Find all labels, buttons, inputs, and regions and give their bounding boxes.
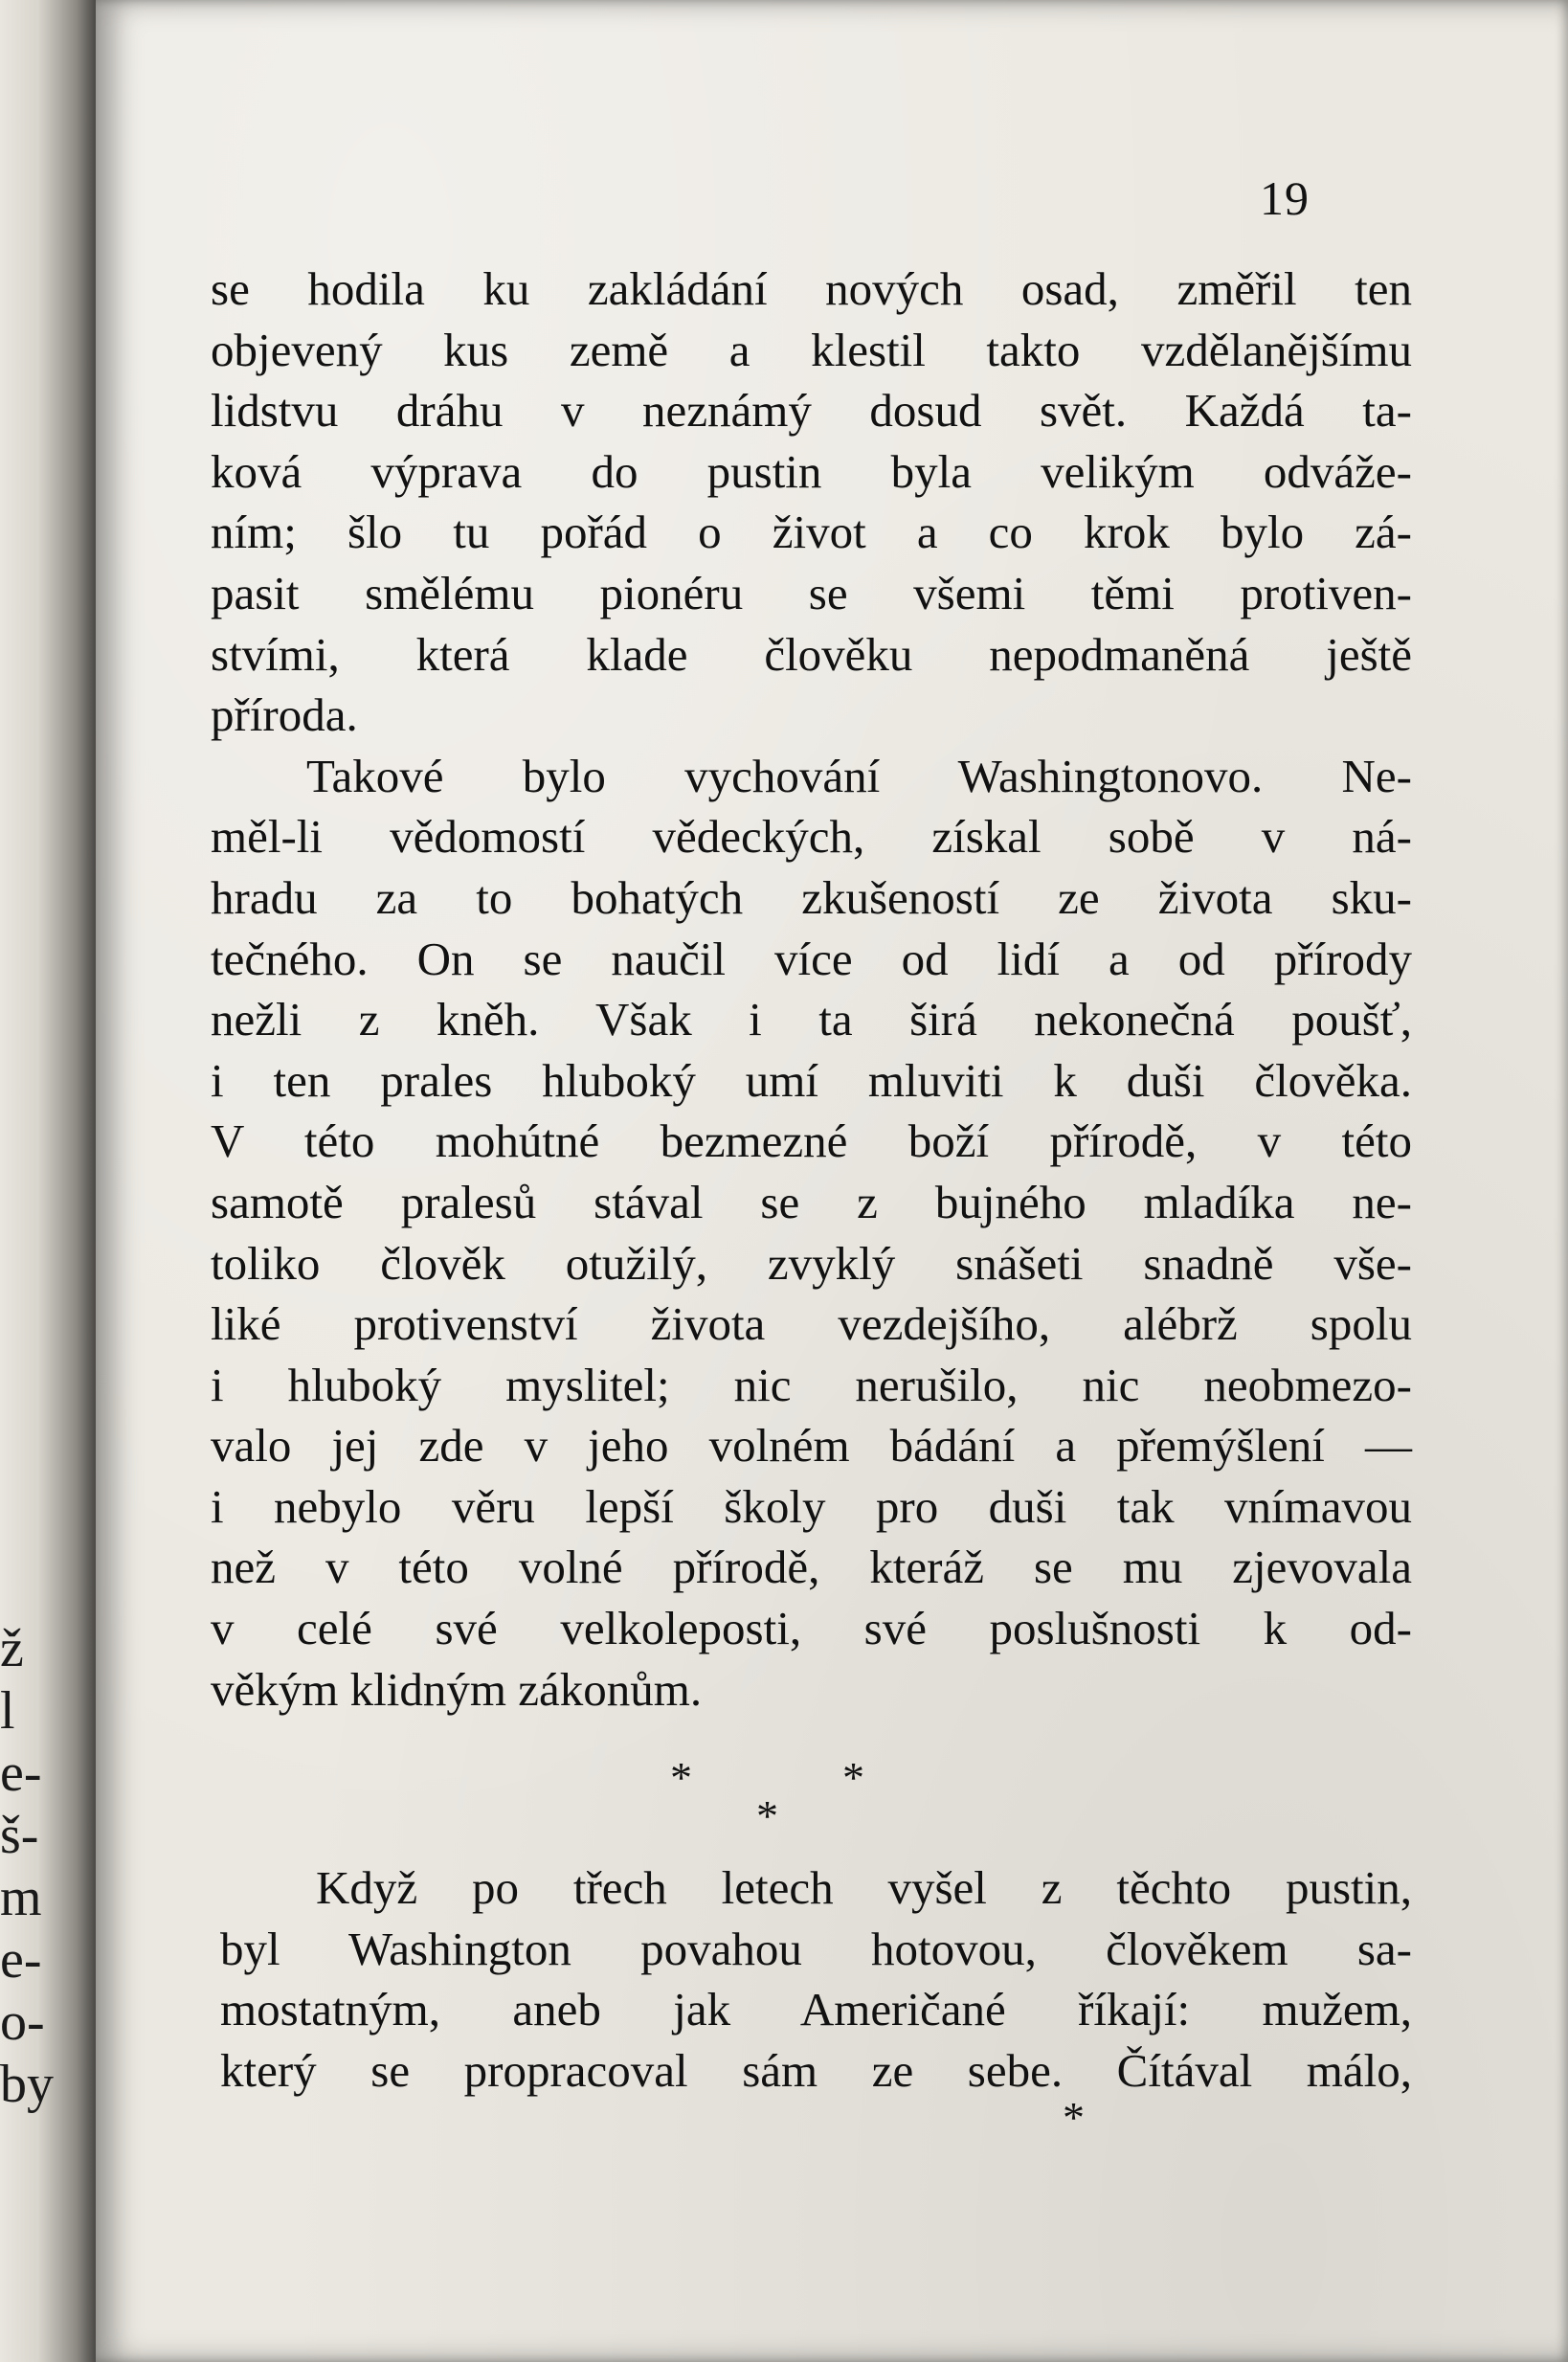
text-line: se hodila ku zakládání nových osad, změřil ten [211,262,1412,315]
text-line: samotě pralesů stával se z bujného mladíka ne- [211,1175,1412,1228]
text-line: liké protivenství života vezdejšího, alébrž spolu [211,1297,1412,1351]
text-line: měl-li vědomostí vědeckých, získal sobě v ná- [211,810,1412,864]
text-line: nežli z kněh. Však i ta širá nekonečná poušť, [211,993,1412,1046]
text-line: příroda. [211,688,358,742]
page-number: 19 [1260,171,1310,225]
text-line: mostatným, aneb jak Američané říkají: mužem, [220,1983,1412,2036]
text-line: i hluboký myslitel; nic nerušilo, nic neobmezo- [211,1358,1412,1411]
previous-page-fragment: e- [0,1930,42,1990]
text-line: ním; šlo tu pořád o život a co krok bylo zá- [211,506,1412,559]
text-line: i ten prales hluboký umí mluviti k duši člověka. [211,1053,1412,1107]
asterisk: * [670,1753,692,1802]
text-line: byl Washington povahou hotovou, člověkem sa- [220,1922,1412,1975]
previous-page-fragment: l [0,1681,15,1741]
text-line: lidstvu dráhu v neznámý dosud svět. Každá ta- [211,384,1412,438]
asterisk: * [842,1753,864,1802]
book-page [96,0,1568,2362]
previous-page-edge [0,0,105,2362]
previous-page-fragment: ž [0,1619,24,1678]
previous-page-fragment: o- [0,1992,45,2052]
text-line: Takové bylo vychování Washingtonovo. Ne- [306,749,1412,802]
page-body-text [211,259,1412,1720]
text-line: věkým klidným zákonům. [211,1662,703,1716]
previous-page-fragment: by [0,2055,54,2114]
text-line: v celé své velkoleposti, své poslušnosti k od- [211,1602,1412,1655]
text-line: než v této volné přírodě, kteráž se mu zjevovala [211,1541,1412,1594]
text-line: ková výprava do pustin byla velikým odváže- [211,444,1412,498]
text-line: toliko člověk otužilý, zvyklý snášeti snadně vše- [211,1236,1412,1290]
text-line: valo jej zde v jeho volném bádání a přemýšlení — [211,1419,1412,1473]
text-line: pasit smělému pionéru se všemi těmi protiven- [211,566,1412,619]
text-line: i nebylo věru lepší školy pro duši tak vnímavou [211,1479,1412,1533]
final-paragraph [220,1857,1412,2101]
signature-mark: * [1063,2093,1085,2142]
text-line: stvími, která klade člověku nepodmaněná ještě [211,627,1412,681]
asterisk: * [756,1791,778,1840]
text-line: objevený kus země a klestil takto vzdělanějšímu [211,323,1412,376]
text-line: V této mohútné bezmezné boží přírodě, v této [211,1114,1412,1168]
text-line: tečného. On se naučil více od lidí a od přírody [211,932,1412,985]
previous-page-fragment: e- [0,1743,42,1803]
previous-page-fragment: š- [0,1806,39,1865]
text-line: Když po třech letech vyšel z těchto pustin, [316,1861,1412,1914]
text-line: který se propracoval sám ze sebe. Čítával málo, [220,2043,1412,2097]
text-line: hradu za to bohatých zkušeností ze života sku- [211,870,1412,924]
previous-page-fragment: m [0,1868,42,1927]
